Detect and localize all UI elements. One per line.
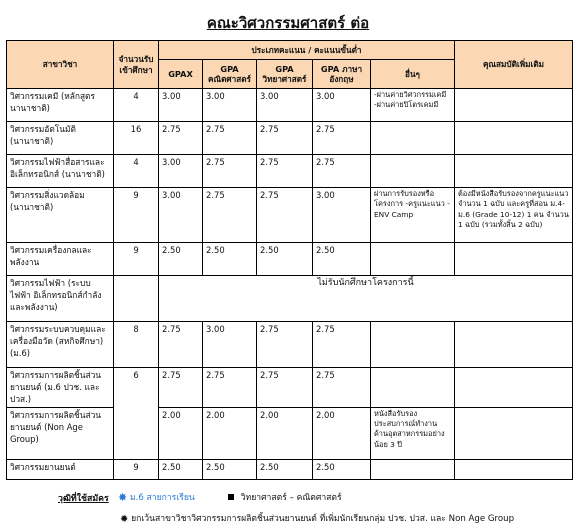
- extra-cell: [455, 243, 573, 276]
- gpa-math-cell: 3.00: [203, 89, 257, 122]
- gpa-eng-cell: 2.50: [313, 459, 371, 479]
- seats-cell: 9: [114, 459, 159, 479]
- gpa-sci-cell: 2.75: [257, 155, 313, 188]
- gpa-eng-cell: 3.00: [313, 89, 371, 122]
- star-icon: ✸: [118, 491, 128, 504]
- major-cell: วิศวกรรมเครื่องกลและพลังงาน: [7, 243, 114, 276]
- major-cell: วิศวกรรมสิ่งแวดล้อม (นานาชาติ): [7, 188, 114, 243]
- other-cell: [371, 322, 455, 368]
- header-gpax: GPAX: [159, 60, 203, 89]
- gpa-sci-cell: 2.75: [257, 122, 313, 155]
- seats-cell: 9: [114, 243, 159, 276]
- gpa-math-cell: 2.75: [203, 122, 257, 155]
- gpa-eng-cell: 2.75: [313, 368, 371, 408]
- gpa-eng-cell: 3.00: [313, 188, 371, 243]
- major-cell: วิศวกรรมเคมี (หลักสูตรนานาชาติ): [7, 89, 114, 122]
- header-score-group: ประเภทคะแนน / คะแนนขั้นต่ำ: [159, 41, 455, 60]
- extra-cell: [455, 89, 573, 122]
- table-row: [7, 89, 573, 122]
- gpa-math-cell: 2.75: [203, 368, 257, 408]
- gpax-cell: 2.75: [159, 322, 203, 368]
- gpa-sci-cell: 2.50: [257, 459, 313, 479]
- gpa-eng-cell: 2.75: [313, 322, 371, 368]
- gpax-cell: 3.00: [159, 89, 203, 122]
- other-cell: ผ่านการรับรองหรือโครงการ -ครูแนะแนว -ENV Camp: [371, 188, 455, 243]
- gpax-cell: 2.50: [159, 243, 203, 276]
- legend-item-exception: [120, 511, 514, 525]
- gpa-eng-cell: 2.50: [313, 243, 371, 276]
- seats-cell: 4: [114, 89, 159, 122]
- header-gpa-sci: GPA วิทยาศาสตร์: [257, 60, 313, 89]
- header-seats: จำนวนรับเข้าศึกษา: [114, 41, 159, 89]
- other-cell: [371, 368, 455, 408]
- gpa-sci-cell: 2.50: [257, 243, 313, 276]
- gpax-cell: 2.00: [159, 407, 203, 459]
- seats-cell: 8: [114, 322, 159, 368]
- major-cell: วิศวกรรมไฟฟ้า (ระบบไฟฟ้า อิเล็กทรอนิกส์กำลังและพลังงาน): [7, 276, 114, 322]
- major-cell: วิศวกรรมการผลิตชิ้นส่วนยานยนต์ (ม.6 ปวช. และปวส.): [7, 368, 114, 408]
- admission-table: [6, 40, 573, 480]
- table-row: [7, 155, 573, 188]
- gpa-eng-cell: 2.00: [313, 407, 371, 459]
- seats-cell: 9: [114, 188, 159, 243]
- extra-cell: [455, 368, 573, 408]
- extra-cell: [455, 122, 573, 155]
- header-gpa-eng: GPA ภาษาอังกฤษ: [313, 60, 371, 89]
- extra-cell: [455, 459, 573, 479]
- gpax-cell: 2.75: [159, 122, 203, 155]
- gpa-math-cell: 3.00: [203, 322, 257, 368]
- gpa-sci-cell: 3.00: [257, 89, 313, 122]
- gpa-math-cell: 2.00: [203, 407, 257, 459]
- other-cell: หนังสือรับรองประสบการณ์ทำงานด้านอุตสาหกรรมอย่างน้อย 3 ปี: [371, 407, 455, 459]
- gpa-math-cell: 2.50: [203, 459, 257, 479]
- gpa-math-cell: 2.75: [203, 155, 257, 188]
- table-row: [7, 243, 573, 276]
- extra-cell: [455, 322, 573, 368]
- legend-item-program: [228, 490, 342, 504]
- table-row: [7, 188, 573, 243]
- header-extra: คุณสมบัติเพิ่มเติม: [455, 41, 573, 89]
- gpa-math-cell: 2.50: [203, 243, 257, 276]
- other-cell: [371, 459, 455, 479]
- gpax-cell: 3.00: [159, 155, 203, 188]
- table-row: [7, 368, 573, 408]
- gpa-math-cell: 2.75: [203, 188, 257, 243]
- extra-cell: [455, 407, 573, 459]
- header-other: อื่นๆ: [371, 60, 455, 89]
- major-cell: วิศวกรรมการผลิตชิ้นส่วนยานยนต์ (Non Age Group): [7, 407, 114, 459]
- legend-item-track-label: ม.6 สายการเรียน: [129, 493, 195, 503]
- no-accept-notice: ไม่รับนักศึกษาโครงการนี้: [159, 276, 573, 322]
- gpax-cell: 3.00: [159, 188, 203, 243]
- gpa-sci-cell: 2.75: [257, 368, 313, 408]
- major-cell: วิศวกรรมไฟฟ้าสื่อสารและอิเล็กทรอนิกส์ (นานาชาติ): [7, 155, 114, 188]
- other-cell: [371, 243, 455, 276]
- gpa-sci-cell: 2.75: [257, 188, 313, 243]
- page-title: คณะวิศวกรรมศาสตร์ ต่อ: [206, 14, 370, 32]
- header-gpa-math: GPA คณิตศาสตร์: [203, 60, 257, 89]
- other-cell: -ผ่านค่ายวิศวกรรมเคมี -ผ่านค่ายปิโตรเคมมี: [371, 89, 455, 122]
- legend-item-program-label: วิทยาศาสตร์ – คณิตศาสตร์: [240, 493, 342, 503]
- legend-item-exception-label: ยกเว้นสาขาวิชาวิศวกรรมการผลิตชิ้นส่วนยานยนต์ ที่เพิ่มนักเรียนกลุ่ม ปวช. ปวส. และ Non Age Group: [131, 514, 515, 524]
- major-cell: วิศวกรรมอัตโนมัติ (นานาชาติ): [7, 122, 114, 155]
- legend-label: วุฒิที่ใช้สมัคร: [58, 494, 109, 504]
- gpa-eng-cell: 2.75: [313, 122, 371, 155]
- major-cell: วิศวกรรมระบบควบคุมและเครื่องมือวัด (สหกิจศึกษา) (ม.6): [7, 322, 114, 368]
- other-cell: [371, 122, 455, 155]
- square-bullet-icon: [228, 494, 234, 500]
- other-cell: [371, 155, 455, 188]
- gpax-cell: 2.75: [159, 368, 203, 408]
- seats-cell: 16: [114, 122, 159, 155]
- header-major: สาขาวิชา: [7, 41, 114, 89]
- legend-item-track: [118, 490, 195, 504]
- seats-cell: 6: [114, 368, 159, 460]
- gpa-eng-cell: 2.75: [313, 155, 371, 188]
- table-row: [7, 407, 573, 459]
- gpa-sci-cell: 2.00: [257, 407, 313, 459]
- table-row: [7, 122, 573, 155]
- gpa-sci-cell: 2.75: [257, 322, 313, 368]
- seats-cell: 4: [114, 155, 159, 188]
- major-cell: วิศวกรรมยานยนต์: [7, 459, 114, 479]
- extra-cell: [455, 155, 573, 188]
- gpax-cell: 2.50: [159, 459, 203, 479]
- extra-cell: ต้องมีหนังสือรับรองจากครูแนะแนว จำนวน 1 ฉบับ และครูที่สอน ม.4-ม.6 (Grade 10-12) 1 คน จำนวน 1 ฉบับ (รวมทั้งสิ้น 2 ฉบับ): [455, 188, 573, 243]
- seats-cell: [114, 276, 159, 322]
- star-bullet-icon: ✹: [120, 514, 129, 525]
- table-row: [7, 459, 573, 479]
- table-row: [7, 276, 573, 322]
- table-row: [7, 322, 573, 368]
